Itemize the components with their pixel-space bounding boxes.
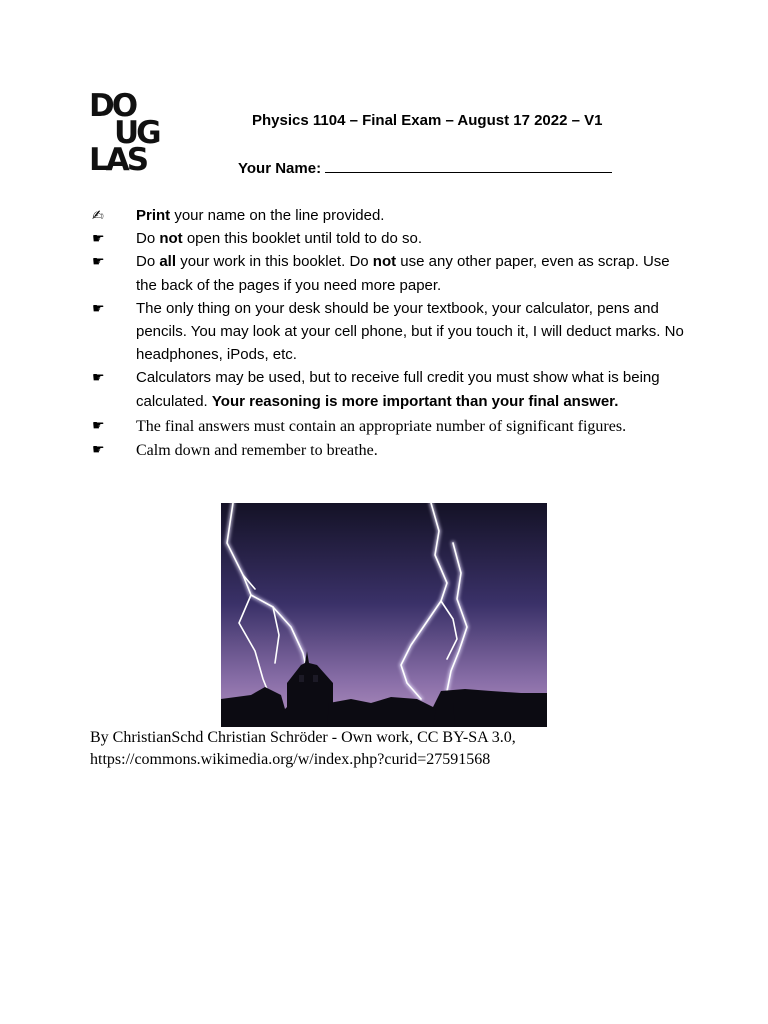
- list-item: ✍ Print your name on the line provided.: [92, 204, 692, 227]
- list-item: ☛ Do not open this booklet until told to do so.: [92, 227, 692, 250]
- name-row: [238, 159, 612, 177]
- list-item: ☛ Do all your work in this booklet. Do not use any other paper, even as scrap. Use the back of the pages if you need more paper.: [92, 250, 692, 296]
- pointing-hand-icon: ☛: [92, 418, 105, 434]
- douglas-logo: [89, 88, 173, 178]
- pointing-hand-icon: ☛: [92, 369, 105, 386]
- name-label: Your Name:: [238, 160, 322, 177]
- pointing-hand-icon: ☛: [92, 230, 105, 247]
- caption-line-1: By ChristianSchd Christian Schröder - Own work, CC BY-SA 3.0,: [90, 729, 516, 746]
- logo-line-2: UG: [114, 115, 159, 151]
- exam-title: Physics 1104 – Final Exam – August 17 2022 – V1: [252, 112, 603, 129]
- instructions-list: [92, 204, 692, 461]
- caption-line-2: https://commons.wikimedia.org/w/index.php?curid=27591568: [90, 751, 491, 768]
- list-item: ☛ Calculators may be used, but to receive full credit you must show what is being calculated. Your reasoning is more important than your final answer.: [92, 366, 692, 412]
- list-item: ☛ Calm down and remember to breathe.: [92, 441, 378, 459]
- lightning-photo: [221, 503, 547, 727]
- name-line: [325, 159, 612, 173]
- pointing-hand-icon: ☛: [92, 442, 105, 458]
- writing-hand-icon: ✍: [92, 207, 104, 223]
- photo-caption: [90, 727, 710, 771]
- logo-line-1: DO: [89, 88, 136, 124]
- logo-line-3: LAS: [89, 142, 147, 178]
- list-item: ☛ The only thing on your desk should be your textbook, your calculator, pens and pencils. You may look at your cell phone, but if you touch it, I will deduct marks. No headphones, iPods, etc.: [92, 297, 692, 367]
- pointing-hand-icon: ☛: [92, 253, 105, 270]
- pointing-hand-icon: ☛: [92, 299, 105, 316]
- list-item: ☛ The final answers must contain an appropriate number of significant figures.: [92, 417, 627, 435]
